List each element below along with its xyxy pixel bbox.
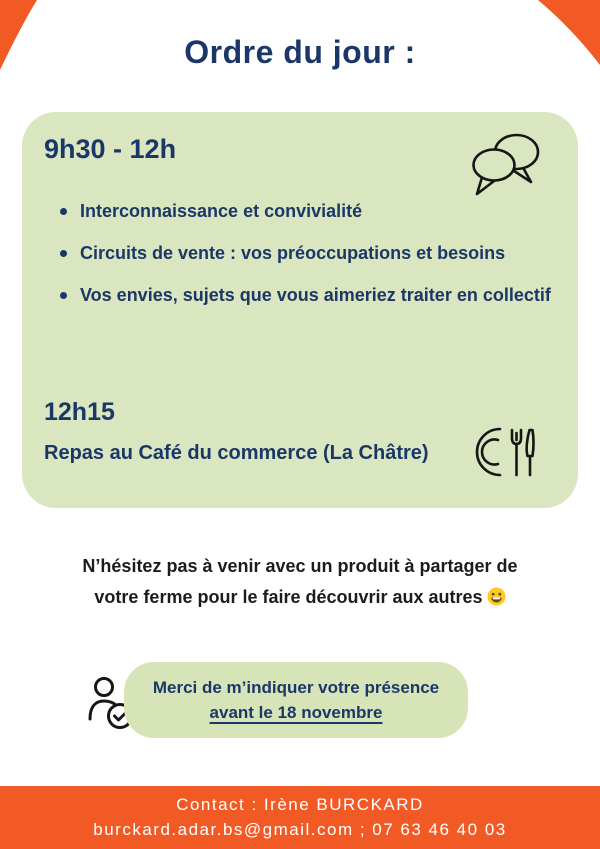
rsvp-pill	[124, 662, 468, 738]
plate-cutlery-icon	[470, 426, 538, 478]
morning-topics-list	[58, 190, 558, 316]
grinning-face-emoji	[487, 585, 506, 604]
page-title: Ordre du jour :	[184, 34, 416, 70]
contact-name: Contact : Irène BURCKARD	[176, 795, 424, 814]
contact-details: burckard.adar.bs@gmail.com ; 07 63 46 40 03	[93, 820, 507, 839]
speech-bubbles-icon	[470, 126, 540, 198]
topic-item: Circuits de vente : vos préoccupations et besoins	[58, 232, 558, 274]
lunch-label: Repas au Café du commerce (La Châtre)	[44, 442, 429, 464]
invitation-note	[0, 551, 600, 613]
note-line-2: votre ferme pour le faire découvrir aux autres	[94, 587, 483, 607]
note-line-1: N’hésitez pas à venir avec un produit à partager de	[82, 556, 518, 576]
morning-time-heading: 9h30 - 12h	[44, 134, 177, 164]
topic-item: Vos envies, sujets que vous aimeriez traiter en collectif	[58, 274, 558, 316]
footer	[0, 786, 600, 849]
topic-item: Interconnaissance et convivialité	[58, 190, 558, 232]
lunch-time-heading: 12h15	[44, 398, 115, 426]
rsvp-section	[0, 662, 600, 742]
rsvp-deadline: avant le 18 novembre	[209, 703, 383, 722]
agenda-card	[22, 112, 578, 508]
rsvp-text: Merci de m’indiquer votre présence	[152, 678, 440, 697]
